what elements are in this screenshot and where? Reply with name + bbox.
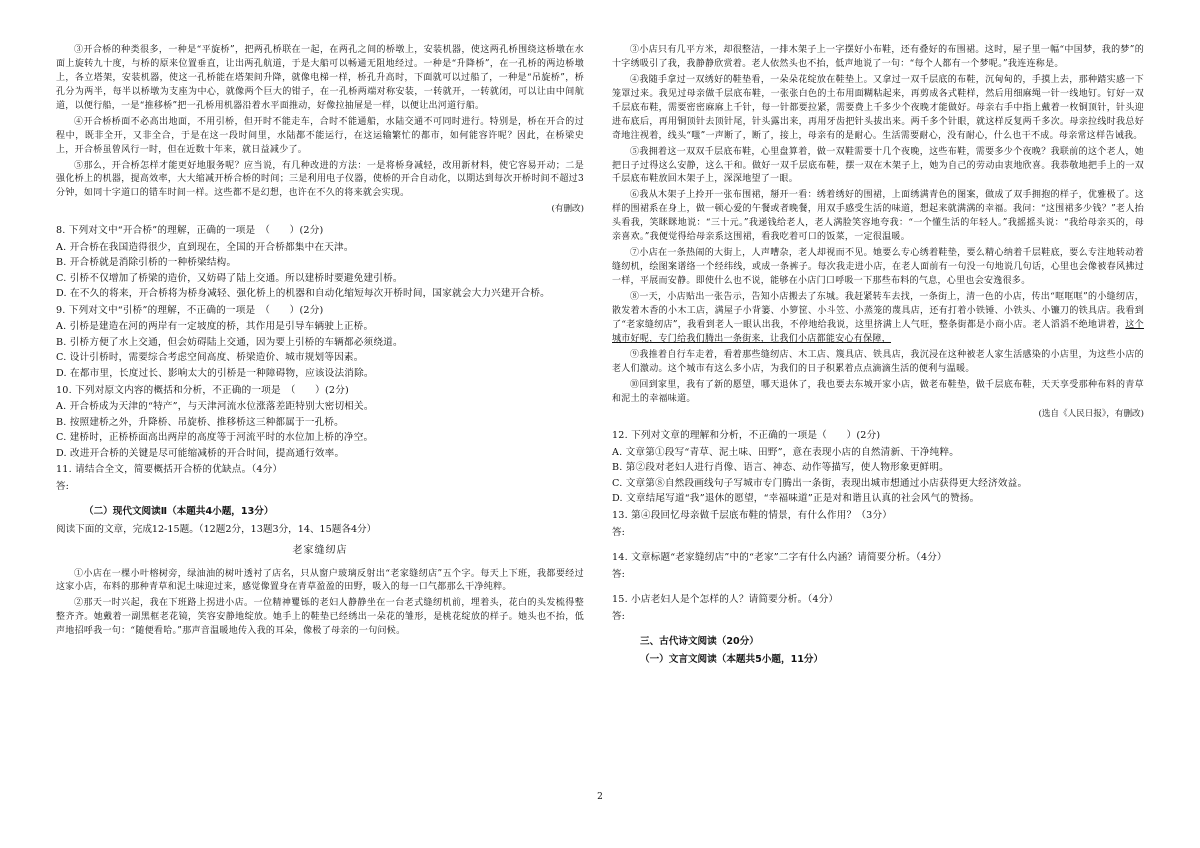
source-note: (有删改)	[551, 204, 584, 215]
reading-instructions: 阅读下面的文章，完成12-15题。（12题2分，13题3分，14、15题各4分）	[56, 523, 377, 535]
paragraph-bridge-3: ③开合桥的种类很多，一种是“平旋桥”，把两孔桥联在一起，在两孔之间的桥墩上，安装机器，使这两孔桥围绕这桥墩在水面上旋转九十度，与桥的原来位置垂直，让出两孔航道，于是大船可以畅通无阻地经过。一种是“升降桥”，在一孔桥的两边桥墩上，各立塔架，安装机器，使这一孔桥能在塔架间升降，就像电梯一样，桥孔升高时，下面就可以过船了，一种是“吊旋桥”，桥孔分为两半，每半以桥墩为支座为中心，就像两个巨大的钳子，在一孔桥两端对称安装，一转就开，一转就闭，可以让由中间航道，以便行船，一是“推移桥”把一孔桥用机器沿着水平面推动，好像拉抽屉是一样，以便让出河道行船。	[56, 45, 584, 111]
question-10: 10. 下列对原文内容的概括和分析，不正确的一项是 （ ）(2分)	[56, 384, 349, 396]
answer-label: 答:	[612, 526, 625, 538]
story-paragraph-3: ③小店只有几平方米，却很整洁，一排木架子上一字摆好小布鞋，还有叠好的布围裙。这时，屋子里一幅“中国梦，我的梦”的十字绣吸引了我，我静静欣赏着。老人依然头也不抬，低声地说了一句：“每个人都有一个梦呢。”我连连称是。	[612, 45, 1144, 69]
q10-option: C. 建桥时，正桥桥面高出两岸的高度等于河流平时的水位加上桥的净空。	[56, 432, 374, 444]
answer-label: 答:	[612, 610, 625, 622]
q12-option: D. 文章结尾写道“我”退休的愿望，“幸福味道”正是对和谐且认真的社会风气的赞扬。	[612, 493, 980, 505]
story-paragraph-1: ①小店在一棵小叶榕树旁，绿油油的树叶透衬了店名，只从窗户玻璃反射出“老家缝纫店”五个字。每天上下班，我都要经过这家小店，布料的那种青草和泥土味迎过来，感觉像置身在青草盈盈的田野，吸入的每一口气都那么干净纯粹。	[56, 568, 584, 593]
question-11: 11. 请结合全文，简要概括开合桥的优缺点。（4分）	[56, 464, 283, 476]
underlined-sentence: 这个城市好呢，专门给我们腾出一条街来，让我们小店都能安心有保障，	[612, 319, 1144, 344]
question-8: 8. 下列对文中“开合桥”的理解，正确的一项是 （ ）(2分)	[56, 225, 324, 237]
left-column	[56, 44, 584, 641]
question-12: 12. 下列对文章的理解和分析，不正确的一项是（ ）(2分)	[612, 430, 881, 442]
section-heading-classical-poetry: 三、古代诗文阅读（20分）	[640, 636, 759, 648]
story-paragraph-2: ②那天一时兴起，我在下班路上拐进小店。一位精神矍铄的老妇人静静坐在一台老式缝纫机前，埋着头，花白的头发梳得整整齐齐。她戴着一副黑框老花镜，笑容安静地绽放。她手上的鞋垫已经绣出一朵花的雏形，是桃花绽放的样子。她头也不抬，低声地招呼我一句：“随便看哈。”那声音温暖地传入我的耳朵，像极了母亲的一句问候。	[56, 598, 584, 637]
section-heading-modern-reading-2: （二）现代文阅读Ⅱ（本题共4小题，13分）	[84, 506, 274, 518]
q10-option: B. 按照建桥之外，升降桥、吊旋桥、推移桥这三种都属于一孔桥。	[56, 416, 344, 428]
source-note: (选自《人民日报》，有删改)	[1038, 409, 1144, 420]
story-paragraph-6: ⑥我从木架子上拎开一张布围裙，掰开一看：绣着绣好的围裙，上面绣满青色的图案，做成了双手拥抱的样子，优雅极了。这样的围裙系在身上，做一顿心爱的午餐或者晚餐，用双手感受生活的味道，想起来就满满的幸福。我问：“这围裙多少钱？”老人抬头看我，笑眯眯地说：“三十元。”我递钱给老人，老人满脸笑容地夸我：“一个懂生活的年轻人。”我摇摇头说：“我给母亲买的，母亲喜欢。”我便觉得给母亲系这围裙，看我吃着可口的饭菜，一定很温暖。	[612, 190, 1144, 243]
answer-label: 答:	[612, 568, 625, 580]
paragraph-bridge-5: ⑤那么，开合桥怎样才能更好地服务呢？应当说，有几种改进的方法：一是将桥身减轻，改用新材料，使它容易开动；二是强化桥上的机器，提高效率，大大缩减开桥合桥的时间；三是利用电子仪器，使桥的开合自动化，以期达到每次开桥时间不超过3分钟，如同十字道口的错车时间一样。这些都不是幻想，也许在不久的将来就会实现。	[56, 160, 584, 199]
q8-option: B. 开合桥就是消除引桥的一种桥梁结构。	[56, 257, 237, 269]
question-13: 13. 第④段回忆母亲做千层底布鞋的情景，有什么作用？（3分）	[612, 510, 893, 522]
question-9: 9. 下列对文中“引桥”的理解，不正确的一项是 （ ）(2分)	[56, 304, 324, 316]
story-paragraph-9: ⑨我推着自行车走着，看着那些缝纫店、木工店、篾具店、铁具店，我沉浸在这种被老人家生活感染的小店里，为这些小店的老人们激动。这个城市有这么多小店，为我们的日子积累着点点滴滴生活的便利与温暖。	[612, 349, 1144, 374]
q9-option: C. 设计引桥时，需要综合考虑空间高度、桥梁造价、城市规划等因素。	[56, 352, 364, 364]
q8-option: D. 在不久的将来，开合桥将为桥身减轻、强化桥上的机器和自动化缩短每次开桥时间，国家就会大力兴建开合桥。	[56, 288, 550, 300]
q8-option: C. 引桥不仅增加了桥梁的造价，又妨碍了陆上交通。所以建桥时要避免建引桥。	[56, 272, 403, 284]
page-number: 2	[597, 792, 603, 802]
q9-option: B. 引桥方便了水上交通，但会妨碍陆上交通，因为要上引桥的车辆都必须绕道。	[56, 336, 403, 348]
q12-option: C. 文章第⑧自然段画线句子写城市专门腾出一条街，表现出城市想通过小店获得更大经济效益。	[612, 477, 1028, 489]
story-paragraph-8	[612, 291, 1144, 347]
q12-option: A. 文章第①段写“青草、泥土味、田野”，意在表现小店的自然清新、干净纯粹。	[612, 446, 960, 458]
story-paragraph-7: ⑦小店在一条热闹的大街上，人声嘈杂，老人却视而不见。她要么专心绣着鞋垫，要么精心纳着千层鞋底，要么专注地转动着缝纫机，绘图案谱络一个经纬线，或成一条裤子。每次我走进小店，在老人面前有一句没一句地说几句话，心里也会像被春风拂过一样，平展而安静。即使什么也不说，能够在小店门口呼吸一下那些布料的气息，心里也会安逸很多。	[612, 248, 1144, 286]
q8-option: A. 开合桥在我国造得很少，直到现在，全国的开合桥都集中在天津。	[56, 241, 354, 253]
paragraph-bridge-4: ④开合桥桥面不必高出地面，不用引桥，但开时不能走车，合时不能通船，水陆交通不可同时进行。特别是，桥在开合的过程中，既非全开，又非全合，于是在这一段时间里，水陆都不能运行，在这运输繁忙的都市，如何能容许呢？因此，在桥梁史上，开合桥虽曾风行一时，但在近数十年来，就日益减少了。	[56, 116, 584, 155]
q9-option: D. 在都市里，长度过长、影响太大的引桥是一种障碍物，应该设法消除。	[56, 368, 374, 380]
q9-option: A. 引桥是建造在河的两岸有一定坡度的桥，其作用是引导车辆驶上正桥。	[56, 321, 374, 333]
question-14: 14. 文章标题“老家缝纫店”中的“老家”二字有什么内涵？请简要分析。（4分）	[612, 552, 947, 564]
story-paragraph-5: ⑤我拥着这一双双千层底布鞋，心里盘算着，做一双鞋需要十几个夜晚，这些布鞋，需要多少个夜晚？我联前的这个老人，她把日子过得这么安静，这么干和。做好一双千层底布鞋，摆一双在木架子上，她为自己的劳动由衷地欣喜。我恭敬地把手上的一双千层底布鞋放回木架子上，深深地望了一眼。	[612, 146, 1144, 185]
q10-option: A. 开合桥成为天津的“特产”，与天津河流水位涨落差距特别大密切相关。	[56, 401, 374, 413]
paragraph-8-text: ⑧一天，小店贴出一张告示，告知小店搬去了东城。我赶紧转车去找，一条街上，清一色的小店，传出“哐哐哐”的小缝纫店，散发着木香的小木工店，满屋子小背篓、小箩筐、小斗笠、小蒸笼的蔑具店，还有打着小铁锤、小铁头、小镰刀的铁具店。我看到了“老家缝纫店”，我看到老人一眼认出我，不停地给我说，这里挤满上人气旺，整条街都是小商小店。老人滔滔不绝地讲着，	[612, 291, 1144, 330]
answer-label: 答:	[56, 480, 69, 492]
story-paragraph-4: ④我随手拿过一双绣好的鞋垫看，一朵朵花绽放在鞋垫上。又拿过一双千层底的布鞋，沉甸甸的，手摸上去，那种踏实感一下笼罩过来。我见过母亲做千层底布鞋，一张张白色的土布用面糊粘起来，再剪成各式鞋样，然后用细麻绳一针一线地钉。钉好一双千层底布鞋，需要密密麻麻上千针，每一针都要拉紧，需要费上千多少个夜晚才能做好。母亲右手中指上戴着一枚铜顶针，针头迎进布底后，再用铜顶针去顶针尾，针头露出来，再用牙齿把针头拔出来。两千多个针眼，就这样反复两千多次。母亲拉线时我总好奇地注视着，线头“嗤”一声断了，断了，接上，母亲有的是耐心。生活需要耐心，没有耐心，什么也干不成。母亲常这样告诫我。	[612, 74, 1144, 141]
question-15: 15. 小店老妇人是个怎样的人？请简要分析。（4分）	[612, 594, 839, 606]
story-paragraph-10: ⑩回到家里，我有了新的愿望，哪天退休了，我也要去东城开家小店，做老布鞋垫，做千层底布鞋，天天享受那种布料的青草和泥土的幸福味道。	[612, 379, 1144, 404]
q12-option: B. 第②段对老妇人进行肖像、语言、神态、动作等描写，使人物形象更鲜明。	[612, 462, 949, 474]
q10-option: D. 改进开合桥的关键是尽可能缩减桥的开合时间，提高通行效率。	[56, 447, 345, 459]
section-heading-classical-prose: （一）文言文阅读（本题共5小题，11分）	[640, 653, 824, 665]
article-title: 老家缝纫店	[292, 545, 348, 557]
right-column	[612, 44, 1144, 669]
